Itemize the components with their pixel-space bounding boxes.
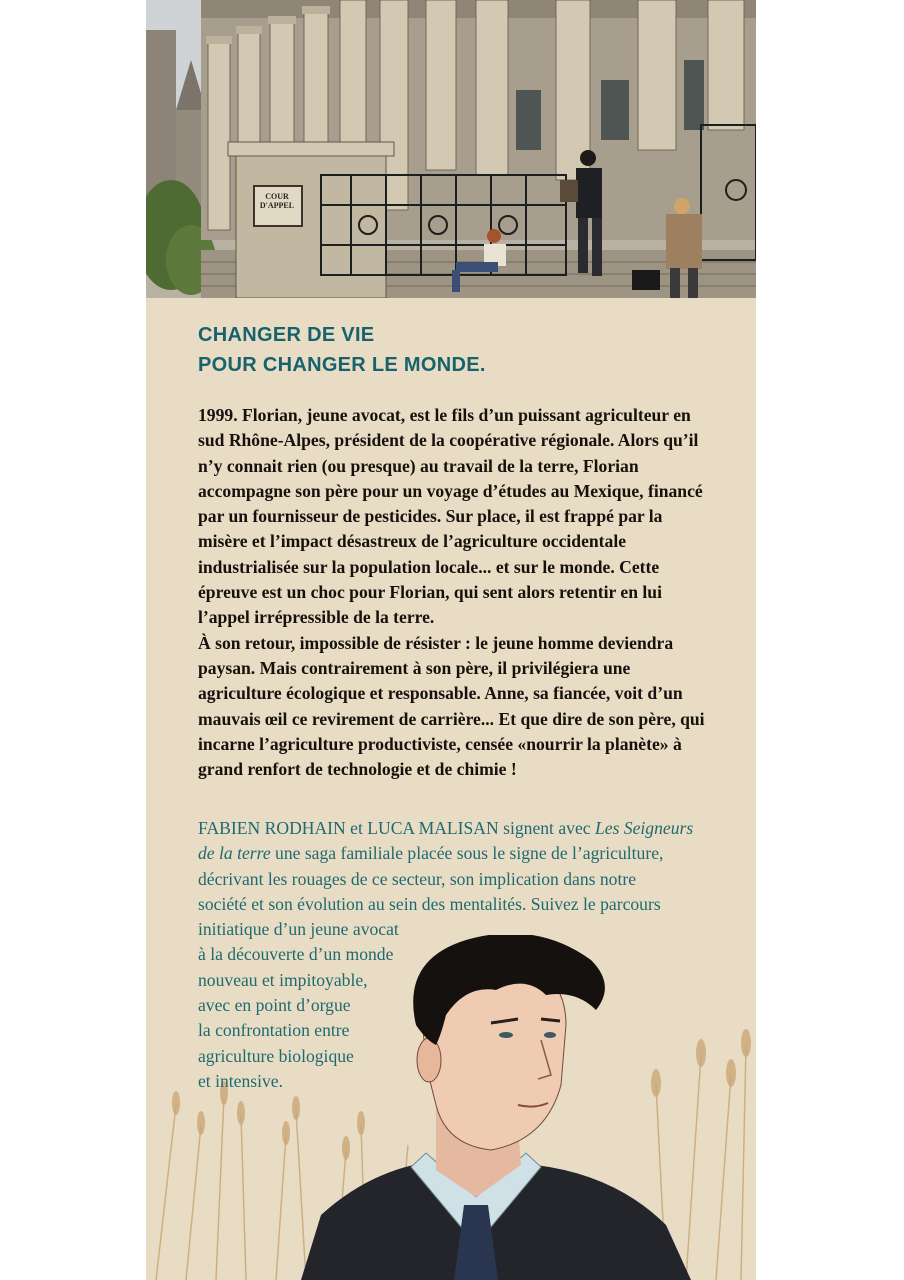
sign-line-2: D'APPEL	[259, 201, 295, 210]
headline-line-2: POUR CHANGER LE MONDE.	[198, 354, 486, 376]
presentation-line-3: décrivant les rouages de ce secteur, son implication dans notre	[198, 868, 637, 889]
presentation-line-8: avec en point d’orgue	[198, 995, 351, 1016]
courthouse-illustration	[146, 0, 756, 298]
presentation-line-7: nouveau et impitoyable,	[198, 969, 368, 990]
presentation-line-1	[198, 816, 710, 841]
presentation-line-5: initiatique d’un jeune avocat	[198, 919, 399, 940]
synopsis-paragraph-1: 1999. Florian, jeune avocat, est le fils d’un puissant agriculteur en sud Rhône-Alpes, président de la coopérative régionale. Alors qu’il n’y connait rien (ou presque) au travail de la terre, Florian accompagne son père pour un voyage d’études au Mexique, financé par un fournisseur de pesticides. Sur place, il est frappé par la misère et l’impact désastreux de l’agriculture occidentale industrialisée sur la population locale... et sur le monde. Cette épreuve est un choc pour Florian, qui sent alors retentir en lui l’appel irrépressible de la terre.	[198, 405, 703, 628]
presentation-text-2: une saga familiale placée sous le signe de l’agriculture,	[270, 843, 664, 864]
authors-text: FABIEN RODHAIN et LUCA MALISAN signent avec	[198, 818, 595, 838]
presentation-line-6: à la découverte d’un monde	[198, 944, 394, 965]
courthouse-drawing	[146, 0, 756, 298]
series-title-part-1: Les Seigneurs	[594, 818, 694, 838]
courthouse-sign	[258, 192, 296, 210]
presentation-line-10: agriculture biologique	[198, 1045, 354, 1066]
synopsis	[198, 403, 710, 782]
synopsis-paragraph-2: À son retour, impossible de résister : le jeune homme deviendra paysan. Mais contrairement à son père, il privilégiera une agriculture écologique et responsable. Anne, sa fiancée, voit d’un mauvais œil ce revirement de carrière... Et que dire de son père, qui incarne l’agriculture productiviste, censée «nourrir la planète» à grand renfort de technologie et de chimie !	[198, 632, 705, 780]
presentation	[198, 816, 710, 1094]
presentation-line-4: société et son évolution au sein des mentalités. Suivez le parcours	[198, 893, 661, 914]
back-cover	[146, 0, 756, 1280]
presentation-line-11: et intensive.	[198, 1070, 284, 1091]
sign-line-1: COUR	[265, 192, 289, 201]
presentation-line-2	[198, 841, 710, 866]
headline	[198, 320, 486, 380]
presentation-line-9: la confrontation entre	[198, 1020, 350, 1041]
series-title-part-2: de la terre	[198, 843, 271, 864]
headline-line-1: CHANGER DE VIE	[198, 324, 375, 346]
